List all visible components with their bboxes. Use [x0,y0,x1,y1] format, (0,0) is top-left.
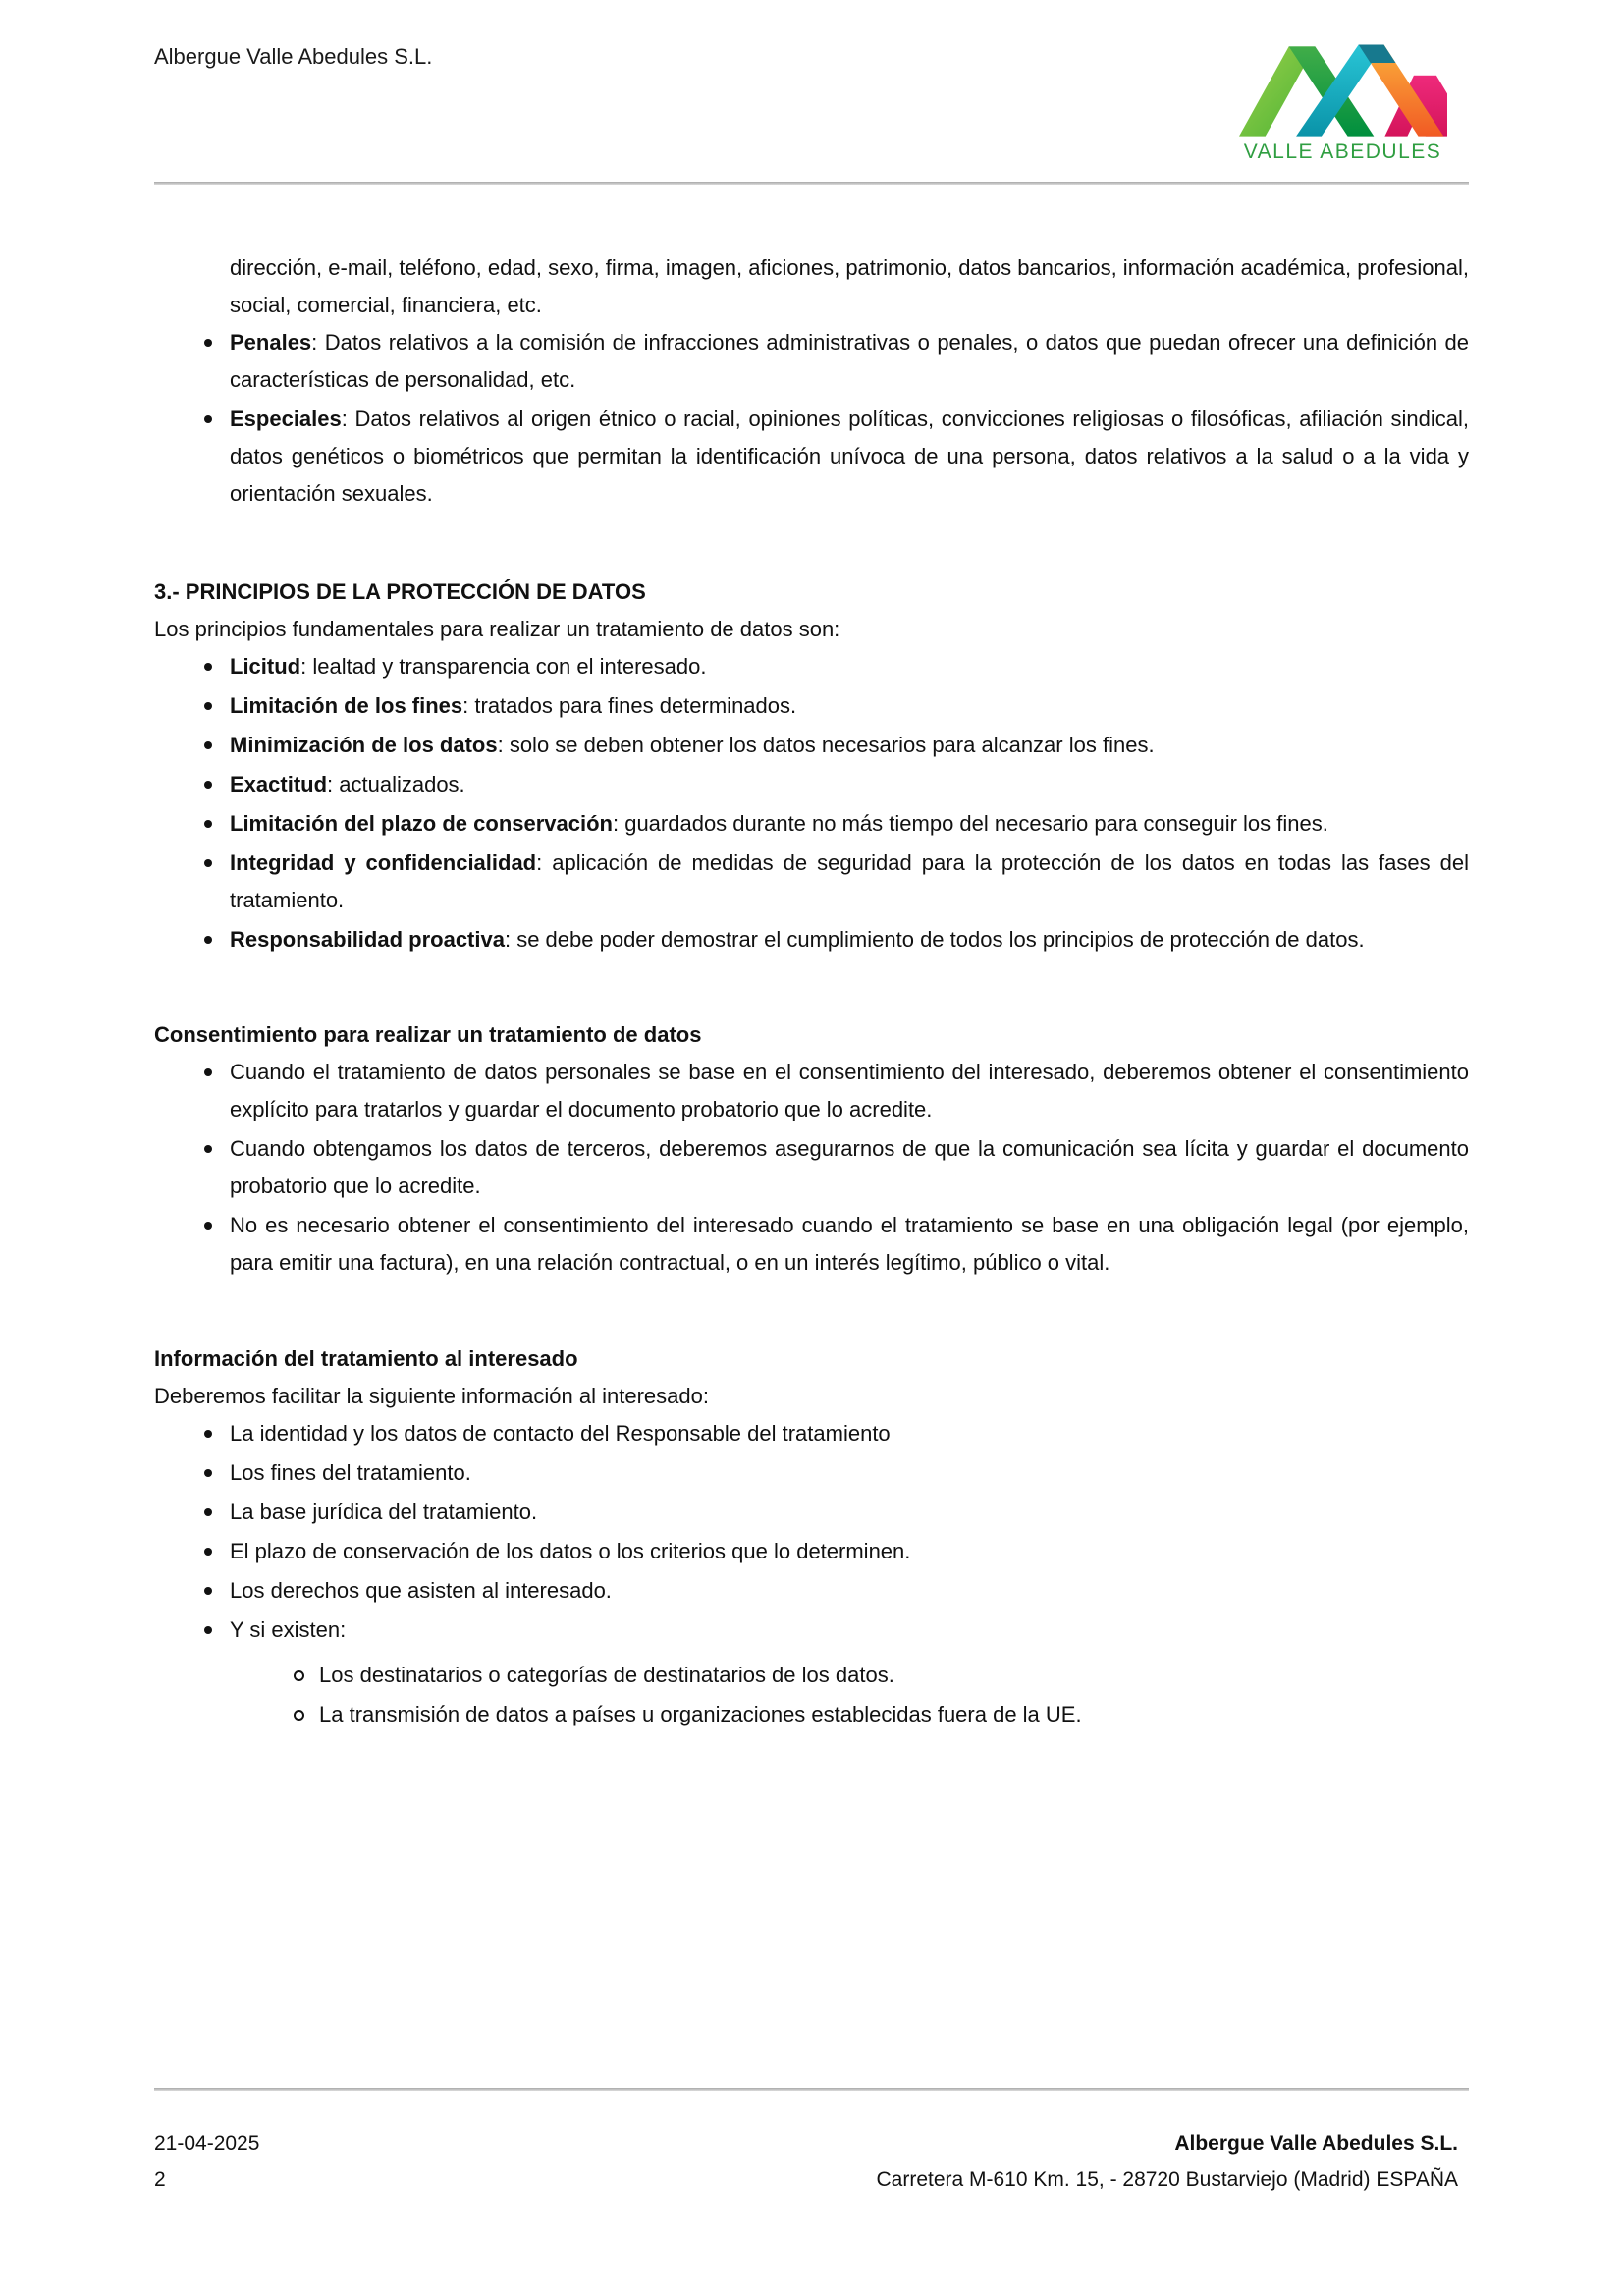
list-item [230,1612,1469,1733]
logo-wordmark: VALLE ABEDULES [1243,140,1442,163]
consentimiento-heading: Consentimiento para realizar un tratamiento de datos [154,1022,702,1047]
list-item-text: La base jurídica del tratamiento. [230,1500,538,1524]
list-item [230,687,1469,725]
list-item [230,1415,1469,1452]
list-item-text: : Datos relativos a la comisión de infracciones administrativas o penales, o datos que puedan ofrecer una definición de características de personalidad, etc. [230,330,1469,392]
list-item-text: : Datos relativos al origen étnico o racial, opiniones políticas, convicciones religiosas o filosóficas, afiliación sindical, datos genéticos o biométricos que permitan la identificación unívoca de una persona, datos relativos a la salud o a la vida y orientación sexuales. [230,407,1469,506]
list-item [230,1494,1469,1531]
list-item-text: Cuando obtengamos los datos de terceros, deberemos asegurarnos de que la comunicación sea lícita y guardar el documento probatorio que lo acredite. [230,1136,1469,1198]
data-types-list [154,324,1469,513]
list-item-term: Minimización de los datos [230,733,498,757]
footer-address: Carretera M-610 Km. 15, - 28720 Bustarviejo (Madrid) ESPAÑA [876,2168,1458,2191]
list-item-text: : solo se deben obtener los datos necesarios para alcanzar los fines. [497,733,1155,757]
footer-left [154,2125,259,2198]
list-item [319,1657,1469,1694]
list-item-text: No es necesario obtener el consentimiento del interesado cuando el tratamiento se base en una obligación legal (por ejemplo, para emitir una factura), en una relación contractual, o en un interés legítimo, público o vital. [230,1213,1469,1275]
list-item-text: : tratados para fines determinados. [462,693,797,718]
informacion-intro-paragraph: Deberemos facilitar la siguiente información al interesado: [154,1384,709,1408]
informacion-heading: Información del tratamiento al interesado [154,1346,578,1371]
list-item-text: Los derechos que asisten al interesado. [230,1578,612,1603]
list-item-term: Penales [230,330,312,355]
list-item-text: Los destinatarios o categorías de destinatarios de los datos. [319,1663,894,1687]
list-item [230,845,1469,919]
document-body [154,0,1469,1735]
list-item-text: : actualizados. [327,772,465,796]
list-item-term: Limitación del plazo de conservación [230,811,613,836]
list-item-term: Especiales [230,407,342,431]
list-item-term: Exactitud [230,772,328,796]
list-item [230,727,1469,764]
section-heading: 3.- PRINCIPIOS DE LA PROTECCIÓN DE DATOS [154,579,646,604]
list-item [230,1054,1469,1128]
footer-date: 21-04-2025 [154,2132,260,2155]
list-item [230,1572,1469,1610]
footer-divider [154,2088,1469,2091]
list-item-text: El plazo de conservación de los datos o los criterios que lo determinen. [230,1539,911,1563]
principios-list [154,648,1469,958]
list-item-text: La transmisión de datos a países u organizaciones establecidas fuera de la UE. [319,1702,1082,1726]
list-item-text: Cuando el tratamiento de datos personales se base en el consentimiento del interesado, deberemos obtener el consentimiento explícito para tratarlos y guardar el documento probatorio que lo acredite. [230,1060,1469,1121]
list-item [230,648,1469,685]
list-item [230,805,1469,843]
list-item-text: Los fines del tratamiento. [230,1460,471,1485]
list-item-term: Limitación de los fines [230,693,463,718]
list-item-text: : guardados durante no más tiempo del necesario para conseguir los fines. [612,811,1328,836]
list-item-term: Integridad y confidencialidad [230,850,537,875]
principios-intro-paragraph: Los principios fundamentales para realizar un tratamiento de datos son: [154,617,840,641]
list-item-text: : aplicación de medidas de seguridad para la protección de los datos en todas las fases del tratamiento. [230,850,1469,912]
list-item-text: La identidad y los datos de contacto del Responsable del tratamiento [230,1421,891,1446]
list-item [230,766,1469,803]
consentimiento-list [154,1054,1469,1282]
list-item-text: Y si existen: [230,1617,347,1642]
footer-page-number: 2 [154,2168,166,2191]
list-item [319,1696,1469,1733]
list-item [230,1130,1469,1205]
list-item [230,1207,1469,1282]
header-company-name: Albergue Valle Abedules S.L. [154,44,433,69]
list-item-text: : se debe poder demostrar el cumplimiento de todos los principios de protección de datos. [504,927,1365,952]
continuation-paragraph: dirección, e-mail, teléfono, edad, sexo, firma, imagen, aficiones, patrimonio, datos bancarios, información académica, profesional, social, comercial, financiera, etc. [230,255,1469,317]
informacion-sublist [230,1657,1469,1733]
informacion-list [154,1415,1469,1733]
list-item-term: Licitud [230,654,301,679]
list-item-term: Responsabilidad proactiva [230,927,505,952]
list-item [230,401,1469,513]
list-item [230,1454,1469,1492]
list-item-text: : lealtad y transparencia con el interesado. [300,654,707,679]
footer-company-name: Albergue Valle Abedules S.L. [1174,2132,1458,2155]
list-item [230,921,1469,958]
footer-right [876,2125,1458,2198]
list-item [230,324,1469,399]
list-item [230,1533,1469,1570]
